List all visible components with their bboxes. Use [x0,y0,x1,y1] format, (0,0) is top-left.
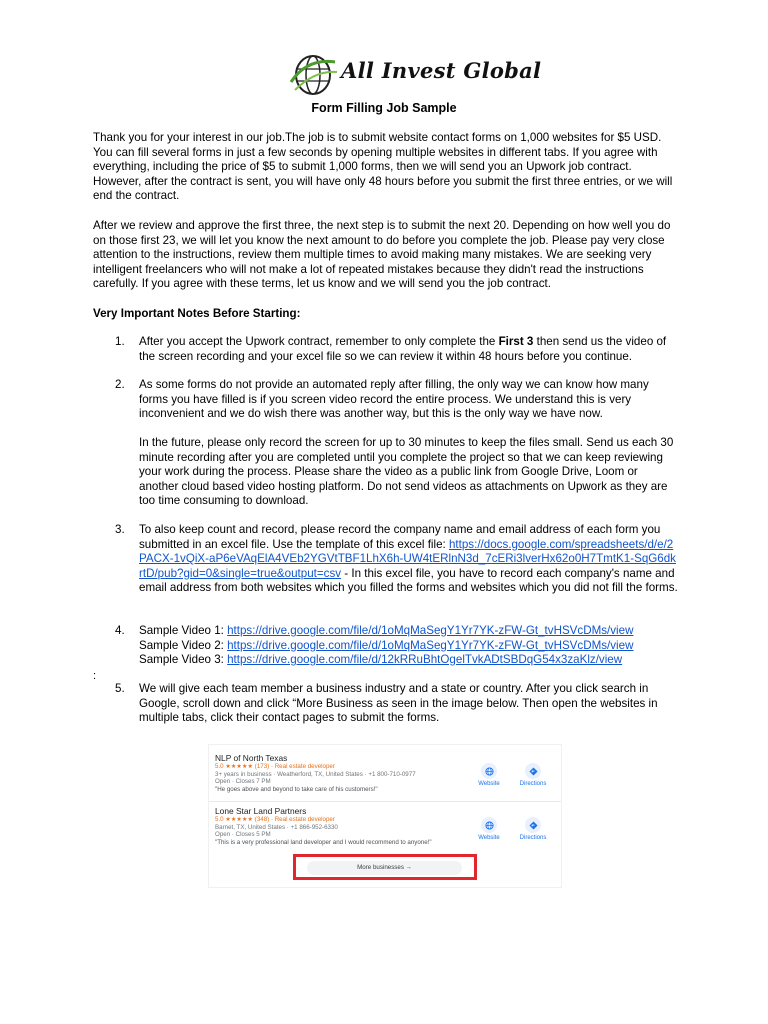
website-label: Website [478,835,500,841]
sample-video-1-link[interactable]: https://drive.google.com/file/d/1oMqMaSegY1Yr7YK-zFW-Gt_tvHSVcDMs/view [227,624,634,637]
business-hours: Open · Closes 7 PM [215,778,271,786]
business-review: "This is a very professional land developer and I would recommend to anyone!" [215,838,432,846]
directions-button[interactable] [515,817,551,841]
business-listing [215,806,465,846]
intro-paragraph-2: After we review and approve the first three, the next step is to submit the next 20. Depending on how well you do on those first 23, we will let you know the next amount to do before you complete the job. Please pay very close attention to the instructions, review them multiple times to avoid making many mistakes. We are seeking very intelligent freelancers who will not make a lot of repeated mistakes because they didn't read the instructions carefully. If you agree with these terms, let us know and we will send you the job contract. [93,219,671,290]
list-item-text: After you accept the Upwork contract, remember to only complete the First 3 then send us the video of the screen recording and your excel file so we can review it within 48 hours before you continue. [139,335,667,363]
sample-video-line: Sample Video 1: https://drive.google.com/file/d/1oMqMaSegY1Yr7YK-zFW-Gt_tvHSVcDMs/view [139,624,634,637]
sample-video-line: Sample Video 3: https://drive.google.com/file/d/12kRRuBhtOgelTvkADtSBDqG54x3zaKlz/view [139,653,623,666]
business-name: NLP of North Texas [215,753,288,763]
company-logo [289,52,542,98]
globe-logo-icon [289,52,339,98]
page-title: Form Filling Job Sample [311,101,457,115]
list-item-text: To also keep count and record, please record the company name and email address of each form you submitted in an excel file. Use the template of this excel file: https://docs.google.com/spreadsheets/d/e/2PACX-1vQiX-aP6eVAqElA4VEb2YGVtTBF1LhX6h-UW4tERlnN3d_7cERi3lverHx62o0H7TmtK1-SqG6dkrtD/pub?gid=0&single=true&output=csv - In this excel file, you have to record each company's name and email address from both websites which you filled the forms and websites which you did not fill the forms. [139,523,678,594]
website-button[interactable] [471,817,507,841]
sample-videos [139,624,679,668]
list-number: 4. [115,624,125,637]
website-label: Website [478,781,500,787]
business-hours: Open · Closes 5 PM [215,831,271,839]
stray-mark: : [93,670,97,682]
highlight-box [293,854,477,880]
intro-paragraph-1: Thank you for your interest in our job.The job is to submit website contact forms on 1,000 websites for $5 USD. You can fill several forms in just a few seconds by opening multiple websites in different tabs. If you agree with everything, including the price of $5 to submit 1,000 forms, then we will send you an Upwork job contract. However, after the contract is sent, you will have only 48 hours before you submit the first three entries, or we will end the contract. [93,131,673,202]
sample-video-line: Sample Video 2: https://drive.google.com/file/d/1oMqMaSegY1Yr7YK-zFW-Gt_tvHSVcDMs/view [139,638,634,652]
business-rating: 5.0 ★★★★★ (173) · Real estate developer [215,763,335,770]
logo-text: All Invest Global [341,58,542,83]
list-number: 2. [115,378,125,391]
globe-icon [481,763,497,779]
notes-heading: Very Important Notes Before Starting: [93,307,301,320]
directions-icon [525,763,541,779]
divider [209,801,561,802]
search-results-screenshot [208,744,562,888]
business-review: "He goes above and beyond to take care of his customers!" [215,785,378,793]
directions-label: Directions [519,835,547,841]
directions-icon [525,817,541,833]
list-number: 1. [115,335,125,348]
list-item-text: We will give each team member a business industry and a state or country. After you click search in Google, scroll down and click “More Business as seen in the image below. Then open the websites in multiple tabs, click their contact pages to submit the forms. [139,682,658,724]
directions-button[interactable] [515,763,551,787]
sample-video-2-link[interactable]: https://drive.google.com/file/d/1oMqMaSegY1Yr7YK-zFW-Gt_tvHSVcDMs/view [227,638,634,652]
business-details: Barnet, TX, United States · +1 866-952-6330 [215,823,338,831]
excel-template-link[interactable]: https://docs.google.com/spreadsheets/d/e/2PACX-1vQiX-aP6eVAqElA4VEb2YGVtTBF1LhX6h-UW4tERlnN3d_7cERi3lverHx62o0H7TmtK1-SqG6dkrtD/pub?gid=0&single=true&output=csv [139,537,676,580]
list-number: 5. [115,682,125,695]
business-rating: 5.0 ★★★★★ (348) · Real estate developer [215,816,335,823]
list-item-text: As some forms do not provide an automated reply after filling, the only way we can know how many forms you have filled is if you screen video record the entire process. We understand this is very inconvenient and we do wish there was another way, but this is the only way we have now. [139,378,649,420]
list-item-text: In the future, please only record the screen for up to 30 minutes to keep the files small. Send us each 30 minute recording after you are completed until you complete the project so that we can keep reviewing your work during the process. Please share the video as a public link from Google Drive, Loom or another cloud based video hosting platform. Do not send videos as attachments on Upwork as they are too time consuming to download. [139,436,674,507]
directions-label: Directions [519,781,547,787]
emphasis: First 3 [498,335,534,348]
website-button[interactable] [471,763,507,787]
list-number: 3. [115,523,125,536]
business-name: Lone Star Land Partners [215,806,307,816]
globe-icon [481,817,497,833]
business-listing [215,753,465,793]
sample-video-3-link[interactable]: https://drive.google.com/file/d/12kRRuBhtOgelTvkADtSBDqG54x3zaKlz/view [227,653,623,666]
more-businesses-button[interactable]: More businesses → [307,861,462,875]
business-details: 3+ years in business · Weatherford, TX, United States · +1 800-710-0977 [215,770,416,778]
